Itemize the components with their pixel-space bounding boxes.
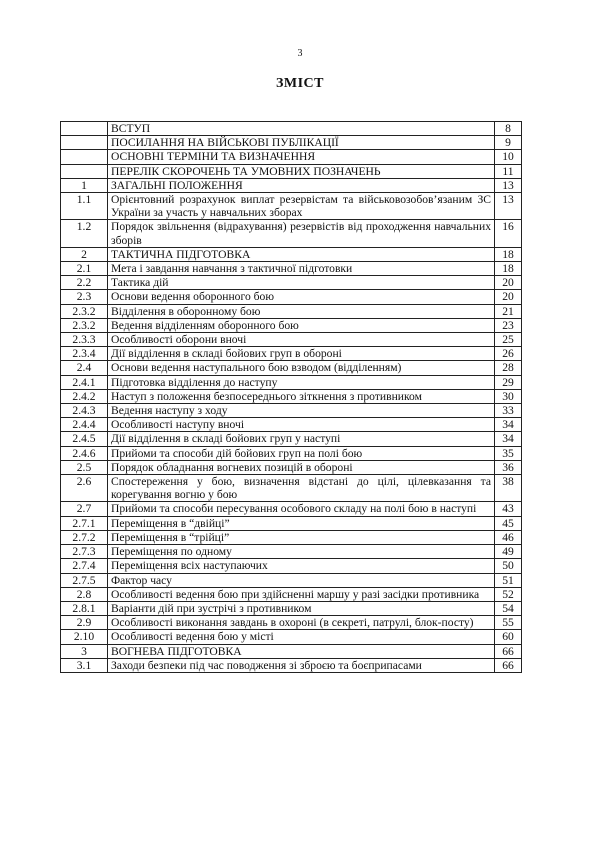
toc-section-title: Орієнтовний розрахунок виплат резервістам та військовозобов’язаним ЗС України за участь у навчальних зборах bbox=[108, 193, 495, 220]
toc-section-number: 2.4 bbox=[61, 361, 108, 375]
toc-section-number: 2.8 bbox=[61, 587, 108, 601]
toc-section-number: 1 bbox=[61, 178, 108, 192]
toc-page-number: 51 bbox=[495, 573, 522, 587]
toc-section-title: Дії відділення в складі бойових груп в обороні bbox=[108, 347, 495, 361]
toc-section-title: ОСНОВНІ ТЕРМІНИ ТА ВИЗНАЧЕННЯ bbox=[108, 150, 495, 164]
toc-page-number: 28 bbox=[495, 361, 522, 375]
toc-row bbox=[61, 318, 522, 332]
toc-page-number: 49 bbox=[495, 545, 522, 559]
toc-section-number: 2.9 bbox=[61, 616, 108, 630]
toc-page-number: 54 bbox=[495, 601, 522, 615]
toc-page-number: 34 bbox=[495, 418, 522, 432]
toc-section-title: ТАКТИЧНА ПІДГОТОВКА bbox=[108, 247, 495, 261]
toc-row bbox=[61, 290, 522, 304]
toc-section-number: 2.8.1 bbox=[61, 601, 108, 615]
toc-row bbox=[61, 460, 522, 474]
toc-row bbox=[61, 418, 522, 432]
toc-section-title: Ведення наступу з ходу bbox=[108, 404, 495, 418]
toc-section-title: Основи ведення наступального бою взводом (відділенням) bbox=[108, 361, 495, 375]
toc-section-number: 2.3.2 bbox=[61, 318, 108, 332]
toc-row bbox=[61, 375, 522, 389]
toc-page-number: 18 bbox=[495, 247, 522, 261]
toc-section-number: 2.3 bbox=[61, 290, 108, 304]
toc-row bbox=[61, 164, 522, 178]
toc-page-number: 16 bbox=[495, 220, 522, 247]
toc-section-number: 2.4.6 bbox=[61, 446, 108, 460]
page-number: 3 bbox=[297, 48, 303, 59]
toc-section-title: Особливості наступу вночі bbox=[108, 418, 495, 432]
toc-page-number: 50 bbox=[495, 559, 522, 573]
toc-section-number bbox=[61, 164, 108, 178]
toc-section-title: Фактор часу bbox=[108, 573, 495, 587]
toc-page-number: 20 bbox=[495, 276, 522, 290]
toc-page-number: 10 bbox=[495, 150, 522, 164]
toc-page-number: 18 bbox=[495, 262, 522, 276]
toc-page-number: 36 bbox=[495, 460, 522, 474]
toc-page-number: 34 bbox=[495, 432, 522, 446]
toc-section-title: ПЕРЕЛІК СКОРОЧЕНЬ ТА УМОВНИХ ПОЗНАЧЕНЬ bbox=[108, 164, 495, 178]
toc-page-number: 23 bbox=[495, 318, 522, 332]
toc-section-number: 2.7.3 bbox=[61, 545, 108, 559]
toc-section-title: ВСТУП bbox=[108, 122, 495, 136]
toc-section-number: 2.7.2 bbox=[61, 530, 108, 544]
toc-section-number: 2.2 bbox=[61, 276, 108, 290]
toc-row bbox=[61, 122, 522, 136]
toc-row bbox=[61, 347, 522, 361]
toc-section-number bbox=[61, 150, 108, 164]
toc-page-number: 52 bbox=[495, 587, 522, 601]
toc-page-number: 21 bbox=[495, 304, 522, 318]
toc-section-title: Порядок обладнання вогневих позицій в обороні bbox=[108, 460, 495, 474]
toc-section-title: Порядок звільнення (відрахування) резервістів від проходження навчальних зборів bbox=[108, 220, 495, 247]
toc-page-number: 20 bbox=[495, 290, 522, 304]
toc-section-title: ЗАГАЛЬНІ ПОЛОЖЕННЯ bbox=[108, 178, 495, 192]
toc-section-number bbox=[61, 136, 108, 150]
toc-section-title: Переміщення по одному bbox=[108, 545, 495, 559]
toc-section-title: Відділення в оборонному бою bbox=[108, 304, 495, 318]
toc-section-number: 2.4.5 bbox=[61, 432, 108, 446]
toc-row bbox=[61, 262, 522, 276]
toc-row bbox=[61, 247, 522, 261]
toc-section-number: 2.6 bbox=[61, 475, 108, 502]
toc-section-number: 2.7.4 bbox=[61, 559, 108, 573]
toc-row bbox=[61, 404, 522, 418]
toc-row bbox=[61, 644, 522, 658]
toc-page-number: 8 bbox=[495, 122, 522, 136]
toc-section-number: 1.2 bbox=[61, 220, 108, 247]
toc-row bbox=[61, 545, 522, 559]
toc-section-number: 2.7.1 bbox=[61, 516, 108, 530]
toc-page-number: 38 bbox=[495, 475, 522, 502]
toc-section-number: 2.1 bbox=[61, 262, 108, 276]
toc-row bbox=[61, 530, 522, 544]
toc-page-number: 33 bbox=[495, 404, 522, 418]
toc-section-title: Дії відділення в складі бойових груп у наступі bbox=[108, 432, 495, 446]
toc-section-title: Підготовка відділення до наступу bbox=[108, 375, 495, 389]
toc-page-number: 43 bbox=[495, 502, 522, 516]
toc-row bbox=[61, 150, 522, 164]
toc-row bbox=[61, 432, 522, 446]
toc-section-title: Прийоми та способи дій бойових груп на полі бою bbox=[108, 446, 495, 460]
toc-row bbox=[61, 475, 522, 502]
toc-row bbox=[61, 220, 522, 247]
toc-section-title: ВОГНЕВА ПІДГОТОВКА bbox=[108, 644, 495, 658]
toc-section-title: Тактика дій bbox=[108, 276, 495, 290]
toc-section-title: Спостереження у бою, визначення відстані до цілі, цілевказання та корегування вогню у бою bbox=[108, 475, 495, 502]
toc-page-number: 60 bbox=[495, 630, 522, 644]
toc-row bbox=[61, 333, 522, 347]
toc-page-number: 29 bbox=[495, 375, 522, 389]
toc-section-title: Заходи безпеки під час поводження зі зброєю та боєприпасами bbox=[108, 658, 495, 672]
toc-row bbox=[61, 446, 522, 460]
toc-section-number: 2.3.3 bbox=[61, 333, 108, 347]
toc-section-number: 2.3.4 bbox=[61, 347, 108, 361]
toc-page-number: 25 bbox=[495, 333, 522, 347]
toc-row bbox=[61, 136, 522, 150]
toc-body bbox=[61, 122, 522, 673]
toc-row bbox=[61, 389, 522, 403]
toc-row bbox=[61, 276, 522, 290]
toc-section-number: 2 bbox=[61, 247, 108, 261]
toc-row bbox=[61, 193, 522, 220]
toc-row bbox=[61, 361, 522, 375]
toc-page-number: 11 bbox=[495, 164, 522, 178]
toc-section-title: Мета і завдання навчання з тактичної підготовки bbox=[108, 262, 495, 276]
toc-section-number: 2.5 bbox=[61, 460, 108, 474]
toc-row bbox=[61, 559, 522, 573]
toc-section-number: 2.4.2 bbox=[61, 389, 108, 403]
toc-section-title: Переміщення всіх наступаючих bbox=[108, 559, 495, 573]
toc-section-title: Переміщення в “двійці” bbox=[108, 516, 495, 530]
toc-row bbox=[61, 573, 522, 587]
toc-row bbox=[61, 587, 522, 601]
toc-section-title: Наступ з положення безпосереднього зіткнення з противником bbox=[108, 389, 495, 403]
toc-page-number: 45 bbox=[495, 516, 522, 530]
toc-page-number: 66 bbox=[495, 658, 522, 672]
toc-page-number: 30 bbox=[495, 389, 522, 403]
toc-page-number: 9 bbox=[495, 136, 522, 150]
toc-section-title: Особливості ведення бою у місті bbox=[108, 630, 495, 644]
toc-page-number: 13 bbox=[495, 193, 522, 220]
toc-section-number: 3.1 bbox=[61, 658, 108, 672]
toc-section-title: Особливості оборони вночі bbox=[108, 333, 495, 347]
toc-section-number: 2.3.2 bbox=[61, 304, 108, 318]
toc-section-number bbox=[61, 122, 108, 136]
toc-row bbox=[61, 502, 522, 516]
toc-section-title: Варіанти дій при зустрічі з противником bbox=[108, 601, 495, 615]
toc-row bbox=[61, 616, 522, 630]
toc-section-number: 2.7.5 bbox=[61, 573, 108, 587]
toc-page-number: 55 bbox=[495, 616, 522, 630]
toc-section-number: 2.4.1 bbox=[61, 375, 108, 389]
toc-section-number: 2.7 bbox=[61, 502, 108, 516]
toc-page-number: 26 bbox=[495, 347, 522, 361]
toc-row bbox=[61, 516, 522, 530]
toc-section-number: 3 bbox=[61, 644, 108, 658]
toc-section-title: Переміщення в “трійці” bbox=[108, 530, 495, 544]
toc-section-number: 2.10 bbox=[61, 630, 108, 644]
toc-row bbox=[61, 178, 522, 192]
toc-section-title: Особливості виконання завдань в охороні (в секреті, патрулі, блок-посту) bbox=[108, 616, 495, 630]
toc-section-title: ПОСИЛАННЯ НА ВІЙСЬКОВІ ПУБЛІКАЦІЇ bbox=[108, 136, 495, 150]
toc-row bbox=[61, 601, 522, 615]
toc-page-number: 35 bbox=[495, 446, 522, 460]
toc-page-number: 46 bbox=[495, 530, 522, 544]
toc-section-title: Особливості ведення бою при здійсненні маршу у разі засідки противника bbox=[108, 587, 495, 601]
toc-section-number: 2.4.3 bbox=[61, 404, 108, 418]
toc-section-number: 1.1 bbox=[61, 193, 108, 220]
toc-page-number: 13 bbox=[495, 178, 522, 192]
toc-section-number: 2.4.4 bbox=[61, 418, 108, 432]
toc-row bbox=[61, 630, 522, 644]
toc-page-number: 66 bbox=[495, 644, 522, 658]
toc-row bbox=[61, 304, 522, 318]
toc-section-title: Основи ведення оборонного бою bbox=[108, 290, 495, 304]
toc-section-title: Прийоми та способи пересування особового складу на полі бою в наступі bbox=[108, 502, 495, 516]
toc-section-title: Ведення відділенням оборонного бою bbox=[108, 318, 495, 332]
table-of-contents bbox=[60, 121, 522, 673]
page-title: ЗМІСТ bbox=[276, 76, 324, 91]
toc-row bbox=[61, 658, 522, 672]
